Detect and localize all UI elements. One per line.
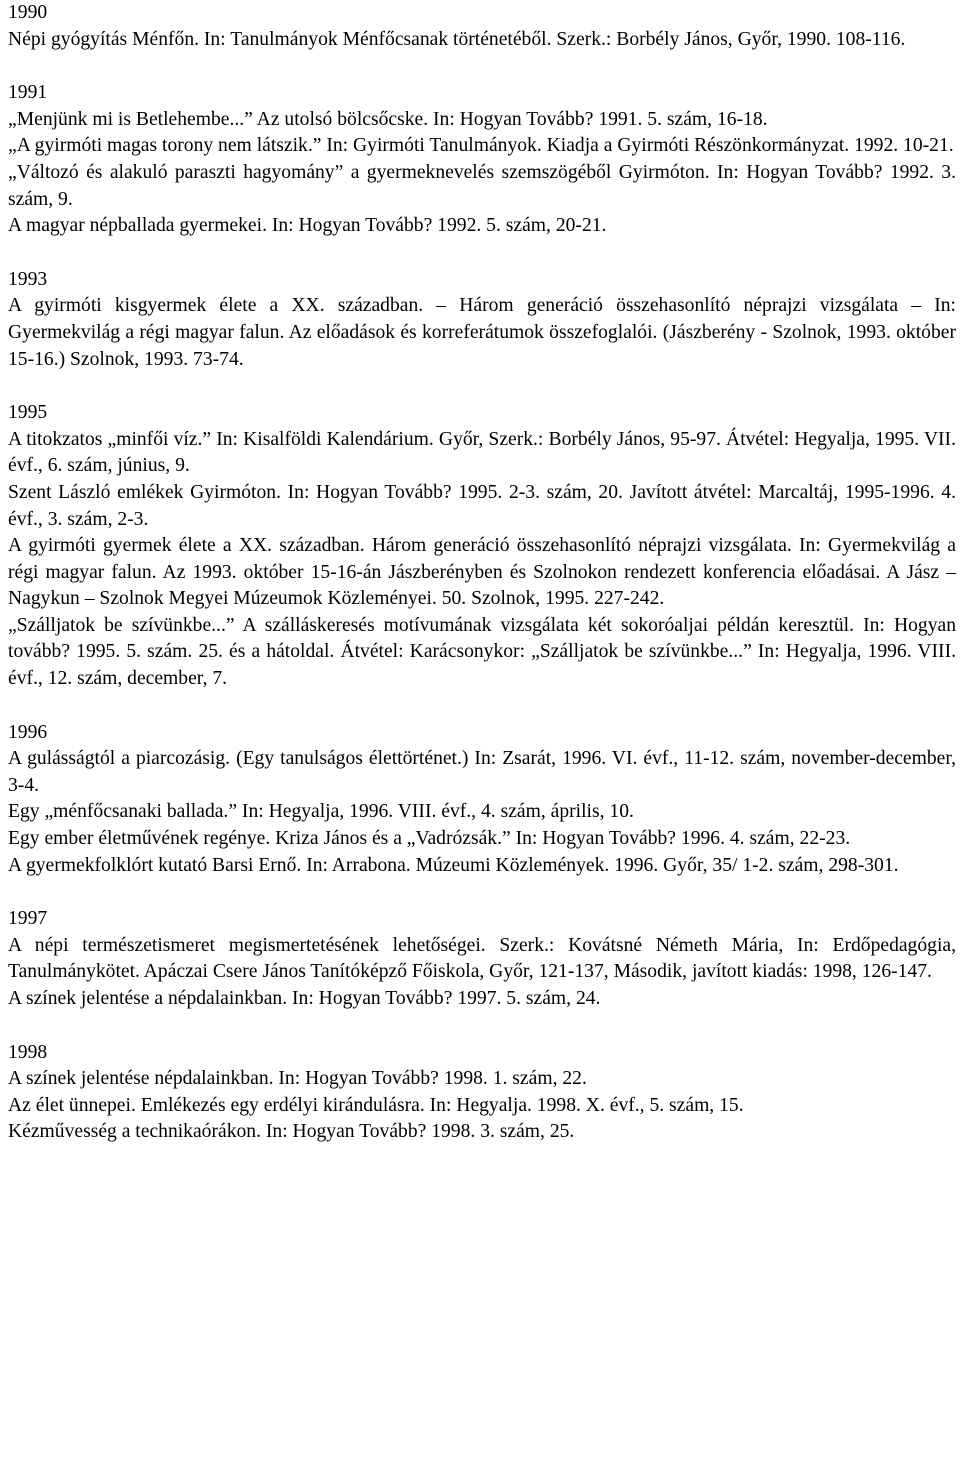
bibliography-entry: A színek jelentése népdalainkban. In: Hogyan Tovább? 1998. 1. szám, 22. [8,1068,587,1090]
bibliography-entry: „Menjünk mi is Betlehembe...” Az utolsó bölcsőcske. In: Hogyan Tovább? 1991. 5. szám, 16-18. [8,108,768,130]
year-heading: 1998 [8,1041,48,1063]
bibliography-entry: „A gyirmóti magas torony nem látszik.” In: Gyirmóti Tanulmányok. Kiadja a Gyirmóti Részönkormányzat. 1992. 10-21. [8,135,954,157]
bibliography-entry: Kézművesség a technikaórákon. In: Hogyan Tovább? 1998. 3. szám, 25. [8,1121,575,1143]
bibliography-entry: A titokzatos „minfői víz.” In: Kisalföldi Kalendárium. Győr, Szerk.: Borbély János, 95-97. Átvétel: Hegyalja, 1995. VII. évf., 6. szám, június, 9. [8,428,956,477]
year-section [8,720,956,880]
year-heading: 1991 [8,82,48,104]
section-gap [8,693,956,720]
year-section [8,1040,956,1146]
year-heading: 1990 [8,2,48,23]
bibliography-entry: Egy „ménfőcsanaki ballada.” In: Hegyalja, 1996. VIII. évf., 4. szám, április, 10. [8,801,634,823]
bibliography-document [8,0,956,1146]
bibliography-entry: „Szálljatok be szívünkbe...” A szálláskeresés motívumának vizsgálata két sokoróaljai példán keresztül. In: Hogyan tovább? 1995. 5. szám. 25. és a hátoldal. Átvétel: Karácsonykor: „Szálljatok be szívünkbe...” In: Hegyalja, 1996. VIII. évf., 12. szám, december, 7. [8,614,956,690]
bibliography-entry: Egy ember életművének regénye. Kriza János és a „Vadrózsák.” In: Hogyan Tovább? 1996. 4. szám, 22-23. [8,828,851,850]
section-gap [8,1013,956,1040]
year-section [8,80,956,240]
year-section [8,906,956,1012]
section-gap [8,53,956,80]
bibliography-entry: A magyar népballada gyermekei. In: Hogyan Tovább? 1992. 5. szám, 20-21. [8,215,607,237]
year-section [8,400,956,693]
bibliography-entry: A gulásságtól a piarcozásig. (Egy tanulságos élettörténet.) In: Zsarát, 1996. VI. évf., 11-12. szám, november-december, 3-4. [8,748,956,796]
section-gap [8,879,956,906]
bibliography-entry: A népi természetismeret megismertetésének lehetőségei. Szerk.: Kovátsné Németh Mária, In: Erdőpedagógia, Tanulmánykötet. Apáczai Csere János Tanítóképző Főiskola, Győr, 121-137, Második, javított kiadás: 1998, 126-147. [8,934,956,983]
year-heading: 1993 [8,268,48,290]
bibliography-entry: A gyirmóti gyermek élete a XX. században. Három generáció összehasonlító néprajzi vizsgálata. In: Gyermekvilág a régi magyar falun. Az 1993. október 15-16-án Jászberényben és Szolnokon rendezett konferencia előadásai. A Jász – Nagykun – Szolnok Megyei Múzeumok Közleményei. 50. Szolnok, 1995. 227-242. [8,535,956,610]
year-heading: 1995 [8,402,48,424]
bibliography-entry: A gyirmóti kisgyermek élete a XX. században. – Három generáció összehasonlító néprajzi vizsgálata – In: Gyermekvilág a régi magyar falun. Az előadások és korreferátumok összefoglalói. (Jászberény - Szolnok, 1993. október 15-16.) Szolnok, 1993. 73-74. [8,295,956,370]
bibliography-entry: Népi gyógyítás Ménfőn. In: Tanulmányok Ménfőcsanak történetéből. Szerk.: Borbély János, Győr, 1990. 108-116. [8,28,906,50]
bibliography-entry: A gyermekfolklórt kutató Barsi Ernő. In: Arrabona. Múzeumi Közlemények. 1996. Győr, 35/ 1-2. szám, 298-301. [8,854,899,876]
year-heading: 1997 [8,908,48,930]
bibliography-entry: A színek jelentése a népdalainkban. In: Hogyan Tovább? 1997. 5. szám, 24. [8,988,601,1009]
year-section [8,267,956,373]
section-gap [8,373,956,400]
year-section [8,0,956,53]
section-gap [8,240,956,267]
year-heading: 1996 [8,721,48,743]
bibliography-entry: Az élet ünnepei. Emlékezés egy erdélyi kirándulásra. In: Hegyalja. 1998. X. évf., 5. szám, 15. [8,1094,744,1116]
bibliography-entry: Szent László emlékek Gyirmóton. In: Hogyan Tovább? 1995. 2-3. szám, 20. Javított átvétel: Marcaltáj, 1995-1996. 4. évf., 3. szám, 2-3. [8,481,956,530]
bibliography-entry: „Változó és alakuló paraszti hagyomány” a gyermeknevelés szemszögéből Gyirmóton. In: Hogyan Tovább? 1992. 3. szám, 9. [8,161,956,210]
